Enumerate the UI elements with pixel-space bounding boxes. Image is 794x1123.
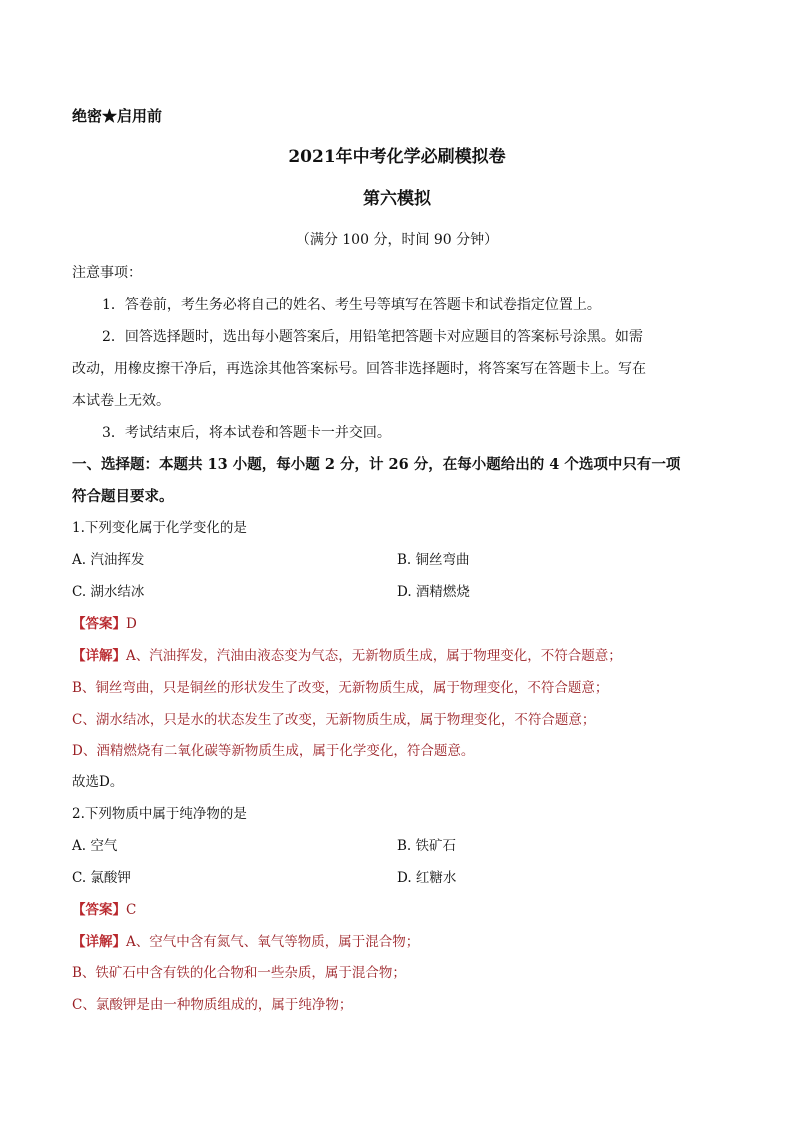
q1-option-b: B. 铜丝弯曲 (397, 552, 470, 568)
q1-detail-c: C、湖水结冰，只是水的状态发生了改变，无新物质生成，属于物理变化，不符合题意； (72, 712, 596, 728)
q2-option-b: B. 铁矿石 (397, 838, 457, 854)
confidential-label: 绝密★启用前 (72, 107, 163, 125)
detail-tag: 【详解】 (72, 648, 126, 664)
note-item-1: 1．答卷前，考生务必将自己的姓名、考生号等填写在答题卡和试卷指定位置上。 (102, 297, 601, 313)
score-time-note: （满分 100 分，时间 90 分钟） (295, 232, 499, 248)
question-2-stem: 2.下列物质中属于纯净物的是 (72, 806, 247, 822)
q2-option-d: D. 红糖水 (397, 870, 457, 886)
exam-subtitle: 第六模拟 (363, 189, 431, 209)
q1-option-d: D. 酒精燃烧 (397, 584, 470, 600)
q1-option-a: A. 汽油挥发 (72, 552, 145, 568)
answer-value: C (126, 902, 137, 918)
detail-tag: 【详解】 (72, 934, 126, 950)
notes-heading: 注意事项： (72, 265, 142, 281)
q2-detail-b: B、铁矿石中含有铁的化合物和一些杂质，属于混合物； (72, 965, 406, 981)
question-1-stem: 1.下列变化属于化学变化的是 (72, 520, 247, 536)
q1-detail-b: B、铜丝弯曲，只是铜丝的形状发生了改变，无新物质生成，属于物理变化，不符合题意； (72, 680, 609, 696)
answer-tag: 【答案】 (72, 616, 126, 632)
q1-detail-a (72, 646, 622, 666)
detail-text: A、空气中含有氮气、氧气等物质，属于混合物； (126, 934, 420, 950)
q2-detail-c: C、氯酸钾是由一种物质组成的，属于纯净物； (72, 997, 353, 1013)
exam-title: 2021年中考化学必刷模拟卷 (288, 147, 506, 167)
q2-option-c: C. 氯酸钾 (72, 870, 131, 886)
q1-answer (72, 614, 137, 634)
note-item-2: 2．回答选择题时，选出每小题答案后，用铅笔把答题卡对应题目的答案标号涂黑。如需 (102, 329, 643, 345)
note-item-2-cont: 改动，用橡皮擦干净后，再选涂其他答案标号。回答非选择题时，将答案写在答题卡上。写在 (72, 361, 646, 377)
q2-detail-a (72, 932, 419, 952)
q1-conclusion: 故选D。 (72, 774, 124, 790)
q1-detail-d: D、酒精燃烧有二氧化碳等新物质生成，属于化学变化，符合题意。 (72, 743, 475, 759)
detail-text: A、汽油挥发，汽油由液态变为气态，无新物质生成，属于物理变化，不符合题意； (126, 648, 622, 664)
q2-option-a: A. 空气 (72, 838, 118, 854)
q1-option-c: C. 湖水结冰 (72, 584, 145, 600)
section-heading: 一、选择题：本题共 13 小题，每小题 2 分，计 26 分，在每小题给出的 4 个选项中只有一项 (72, 456, 681, 473)
answer-value: D (126, 616, 137, 632)
note-item-2-cont2: 本试卷上无效。 (72, 393, 170, 409)
q2-answer (72, 900, 136, 920)
section-heading-cont: 符合题目要求。 (72, 488, 174, 505)
note-item-3: 3．考试结束后，将本试卷和答题卡一并交回。 (102, 425, 391, 441)
answer-tag: 【答案】 (72, 902, 126, 918)
